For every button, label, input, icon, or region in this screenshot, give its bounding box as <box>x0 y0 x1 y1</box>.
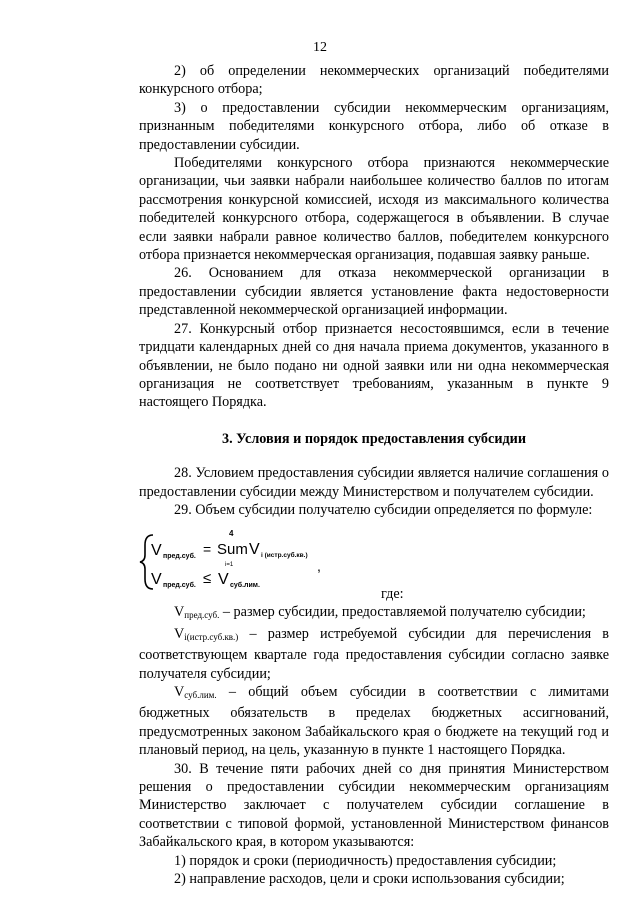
def-symbol: V <box>174 625 185 642</box>
formula-sum-upper: 4 <box>229 529 234 539</box>
def-text: – размер субсидии, предоставляемой получателю субсидии; <box>219 604 586 621</box>
formula-graphic <box>139 521 379 601</box>
formula-v: V <box>218 571 229 589</box>
def-text: – общий объем субсидии в соответствии с лимитами бюджетных обязательств в пределах бюджетных ассигнований, предусмотренных законом Забайкальского края о бюджете на текущий год и плановый период, на цель, указанную в пункте 1 настоящего Порядка. <box>139 683 609 759</box>
def-symbol: V <box>174 683 185 700</box>
def-subscript: пред.суб. <box>184 610 220 621</box>
paragraph: 1) порядок и сроки (периодичность) предоставления субсидии; <box>174 852 557 869</box>
def-subscript: суб.лим. <box>184 689 217 700</box>
formula-sub-pred: пред.суб. <box>163 553 196 561</box>
formula-sub-istr: i (истр.суб.кв.) <box>261 552 308 560</box>
document-body <box>139 62 609 888</box>
page-number: 12 <box>313 40 327 55</box>
definition-item <box>139 683 609 760</box>
formula-v: V <box>151 542 162 560</box>
definition-item <box>139 603 609 624</box>
paragraph: 3) о предоставлении субсидии некоммерческим организациям, признанным победителями конкурсного отбора, либо об отказе в предоставлении субсидии. <box>139 99 609 153</box>
section-heading: 3. Условия и порядок предоставления субсидии <box>221 430 527 447</box>
formula-comma: , <box>317 558 321 575</box>
formula-sum: Sum <box>217 541 248 559</box>
formula-where: где: <box>381 586 404 603</box>
formula-sub-lim: суб.лим. <box>230 582 260 590</box>
formula-sum-lower: i=1 <box>225 562 234 569</box>
formula-eq: = <box>203 541 212 558</box>
def-text: – размер истребуемой субсидии для перечисления в соответствующем квартале года предоставления субсидии согласно заявке получателя субсидии; <box>139 625 609 682</box>
paragraph: 2) направление расходов, цели и сроки использования субсидии; <box>174 871 565 888</box>
paragraph: 2) об определении некоммерческих организаций победителями конкурсного отбора; <box>139 63 609 98</box>
paragraph: Победителями конкурсного отбора признаются некоммерческие организации, чьи заявки набрали наибольшее количество баллов по итогам рассмотрения конкурсной комиссией, исходя из максимального количества победителей конкурсного отбора, содержащегося в объявлении. В случае если заявки набрали равное количество баллов, победителем конкурсного отбора признается некоммерческая организация, подавшая заявку раньше. <box>139 155 609 264</box>
subsidy-formula <box>139 521 609 603</box>
paragraph: 27. Конкурсный отбор признается несостоявшимся, если в течение тридцати календарных дней со дня начала приема документов, указанного в объявлении, не было подано ни одной заявки или ни одна некоммерческая организация не соответствует требованиям, указанным в пункте 9 настоящего Порядка. <box>139 320 609 411</box>
paragraph: 28. Условием предоставления субсидии является наличие соглашения о предоставлении субсидии между Министерством и получателем субсидии. <box>139 465 609 500</box>
paragraph: 30. В течение пяти рабочих дней со дня принятия Министерством решения о предоставлении субсидии некоммерческим организациям Министерство заключает с получателем субсидии соглашение в соответствии с типовой формой, установленной Министерством финансов Забайкальского края, в котором указываются: <box>139 760 609 851</box>
formula-leq: ≤ <box>203 570 212 588</box>
formula-v: V <box>151 571 162 589</box>
def-subscript: i(истр.суб.кв.) <box>184 631 239 642</box>
formula-v: V <box>249 541 260 559</box>
def-symbol: V <box>174 604 185 621</box>
paragraph: 26. Основанием для отказа некоммерческой организации в предоставлении субсидии является установление факта недостоверности представленной некоммерческой организацией информации. <box>139 265 609 319</box>
definition-item <box>139 625 609 683</box>
paragraph: 29. Объем субсидии получателю субсидии определяется по формуле: <box>174 501 593 518</box>
formula-sub-pred: пред.суб. <box>163 582 196 590</box>
